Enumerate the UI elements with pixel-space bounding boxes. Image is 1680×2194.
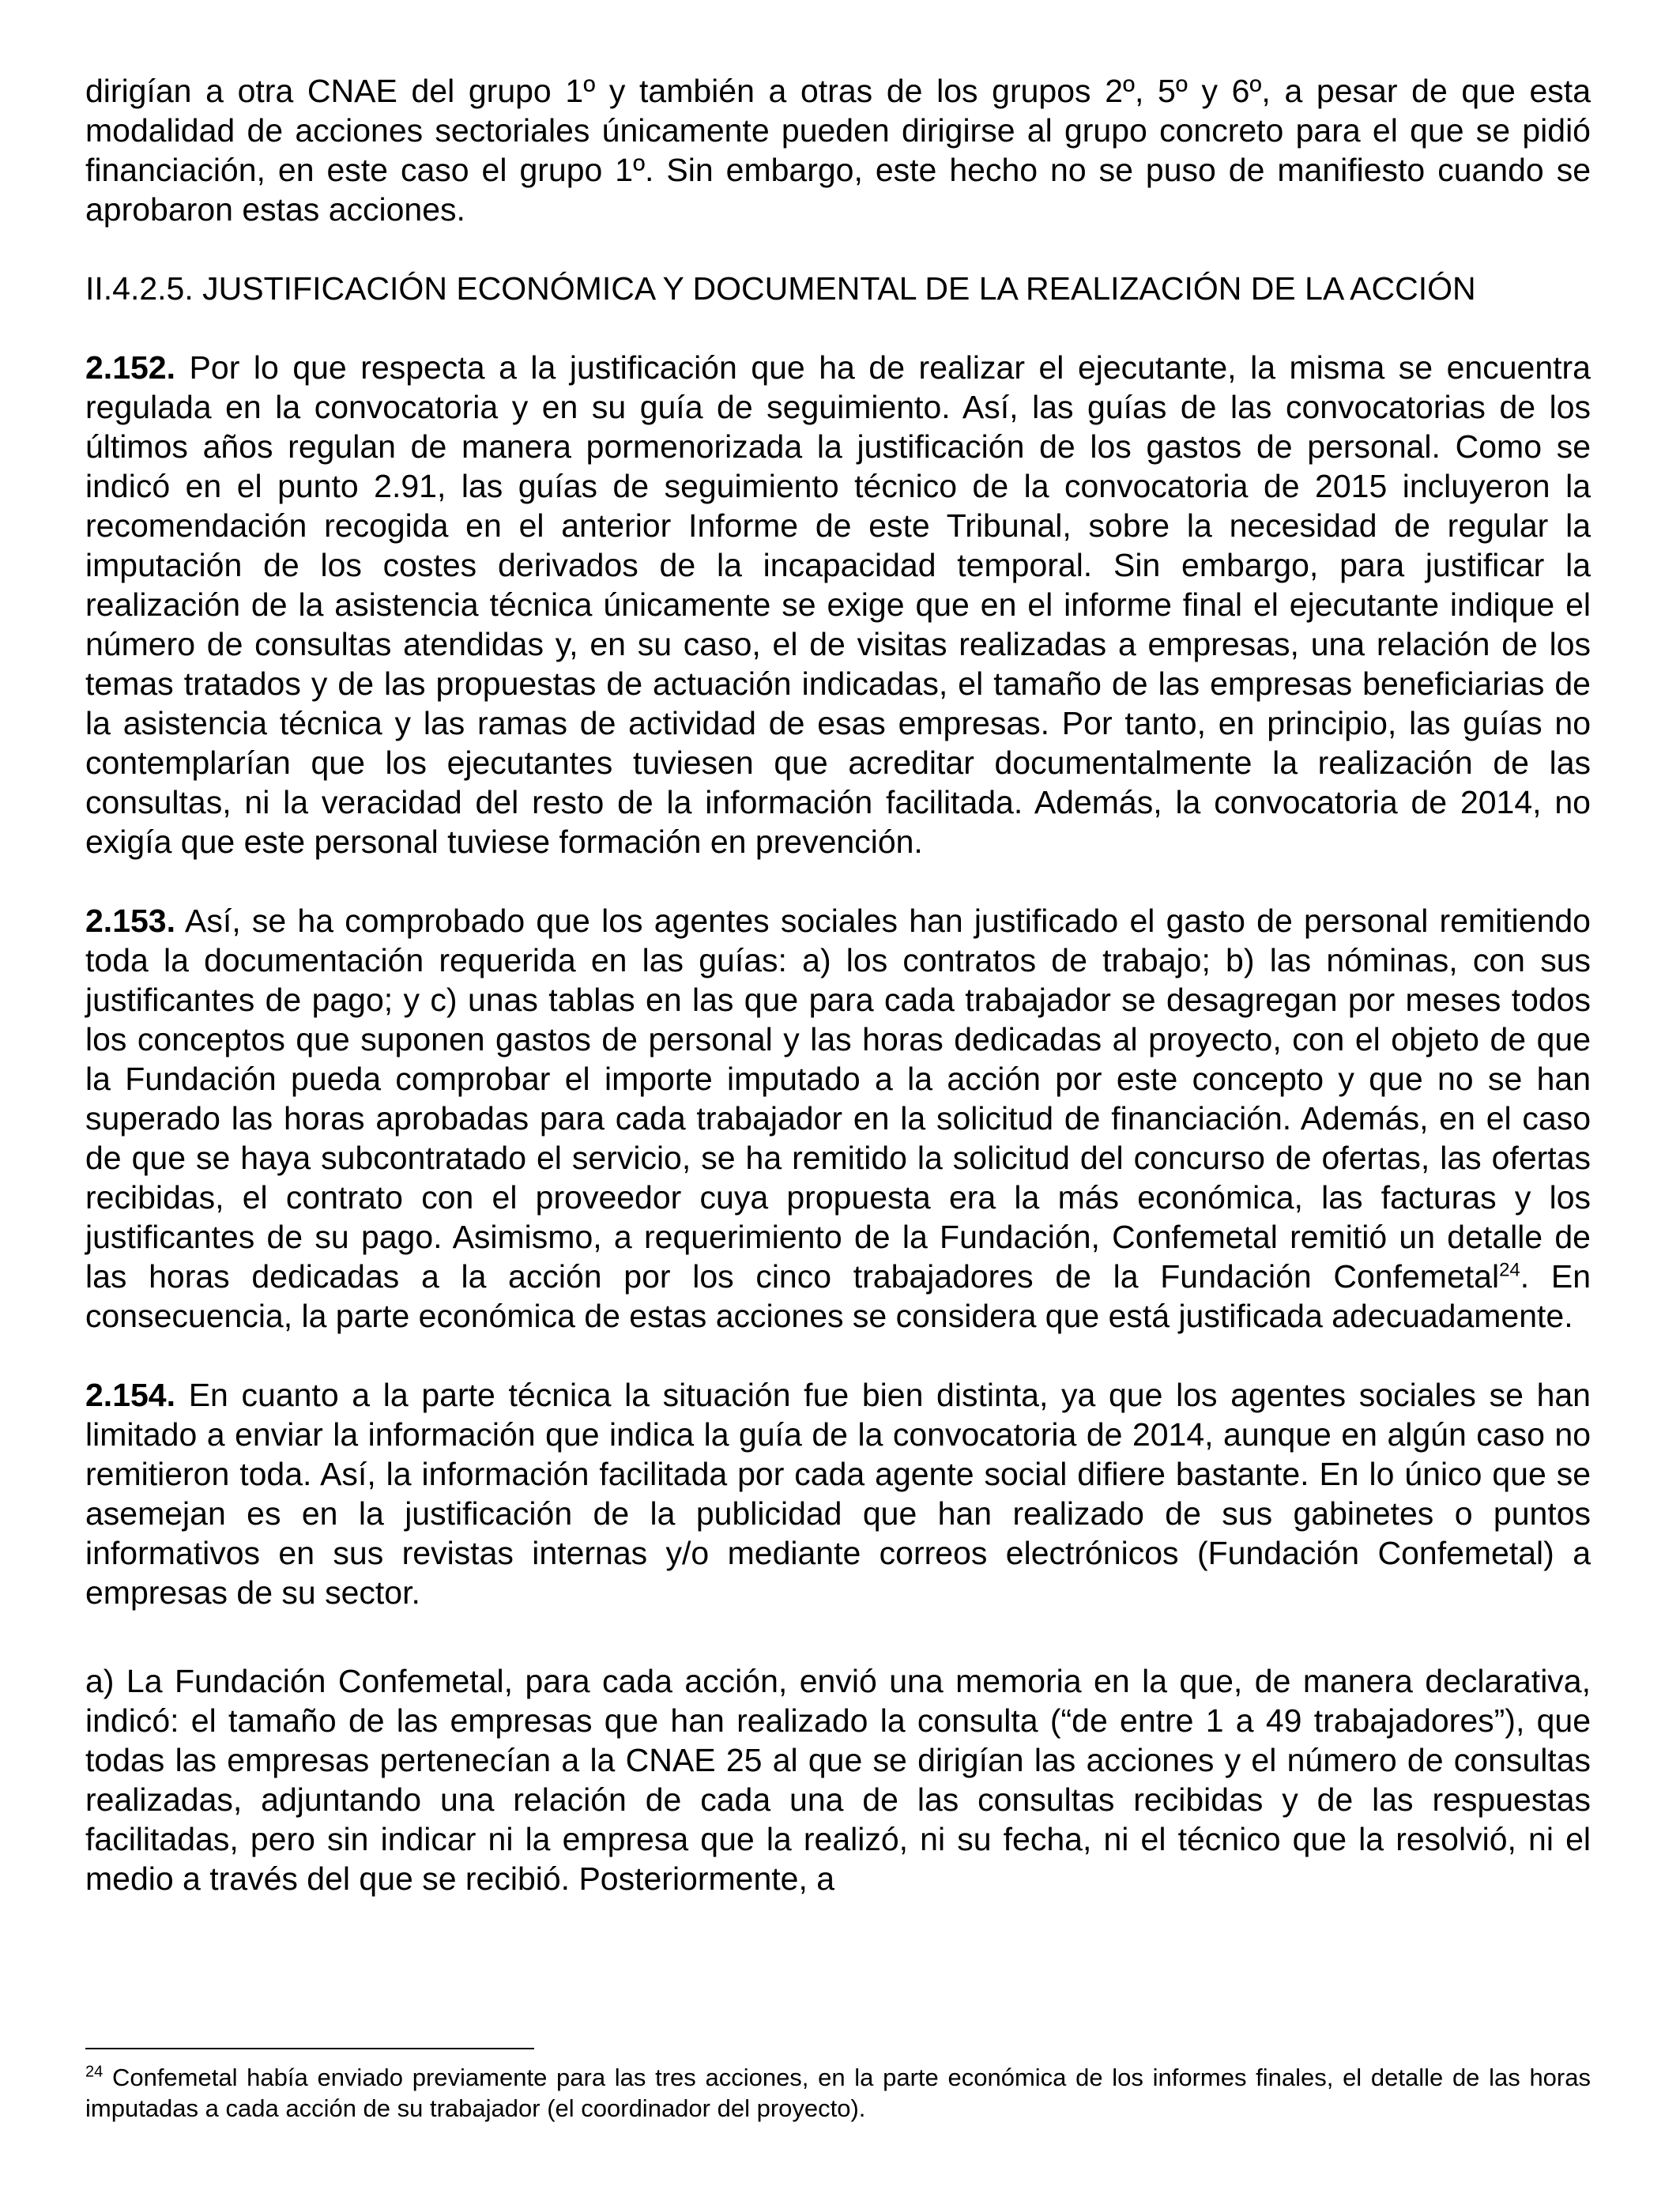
paragraph-2-154 xyxy=(85,1375,1591,1612)
paragraph-2-153 xyxy=(85,901,1591,1336)
intro-paragraph: dirigían a otra CNAE del grupo 1º y también a otras de los grupos 2º, 5º y 6º, a pesar de que esta modalidad de acciones sectoriales únicamente pueden dirigirse al grupo concreto para el que se pidió financiación, en este caso el grupo 1º. Sin embargo, este hecho no se puso de manifiesto cuando se aprobaron estas acciones. xyxy=(85,73,1591,228)
footnote-number: 24 xyxy=(85,2063,104,2081)
footnote-text: Confemetal había enviado previamente para las tres acciones, en la parte económica de los informes finales, el detalle de las horas imputadas a cada acción de su trabajador (el coordinador del proyecto). xyxy=(85,2064,1591,2122)
document-page xyxy=(85,71,1591,1898)
paragraph-text: En cuanto a la parte técnica la situación fue bien distinta, ya que los agentes sociales se han limitado a enviar la información que indica la guía de la convocatoria de 2014, aunque en algún caso no remitieron toda. Así, la información facilitada por cada agente social difiere bastante. En lo único que se asemejan es en la justificación de la publicidad que han realizado de sus gabinetes o puntos informativos en sus revistas internas y/o mediante correos electrónicos (Fundación Confemetal) a empresas de su sector. xyxy=(85,1377,1591,1611)
paragraph-number: 2.152. xyxy=(85,349,175,386)
paragraph-text: Por lo que respecta a la justificación que ha de realizar el ejecutante, la misma se encuentra regulada en la convocatoria y en su guía de seguimiento. Así, las guías de las convocatorias de los últimos años regulan de manera pormenorizada la justificación de los gastos de personal. Como se indicó en el punto 2.91, las guías de seguimiento técnico de la convocatoria de 2015 incluyeron la recomendación recogida en el anterior Informe de este Tribunal, sobre la necesidad de regular la imputación de los costes derivados de la incapacidad temporal. Sin embargo, para justificar la realización de la asistencia técnica únicamente se exige que en el informe final el ejecutante indique el número de consultas atendidas y, en su caso, el de visitas realizadas a empresas, una relación de los temas tratados y de las propuestas de actuación indicadas, el tamaño de las empresas beneficiarias de la asistencia técnica y las ramas de actividad de esas empresas. Por tanto, en principio, las guías no contemplarían que los ejecutantes tuviesen que acreditar documentalmente la realización de las consultas, ni la veracidad del resto de la información facilitada. Además, la convocatoria de 2014, no exigía que este personal tuviese formación en prevención. xyxy=(85,349,1591,860)
spacer xyxy=(85,308,1591,348)
spacer xyxy=(85,1612,1591,1661)
footnote-separator xyxy=(85,2048,534,2049)
footnote xyxy=(85,2062,1591,2124)
paragraph-2-152 xyxy=(85,348,1591,861)
paragraph-text-continued: . En consecuencia, la parte económica de estas acciones se considera que está justificada adecuadamente. xyxy=(85,1258,1591,1334)
list-item-a: a) La Fundación Confemetal, para cada acción, envió una memoria en la que, de manera declarativa, indicó: el tamaño de las empresas que han realizado la consulta (“de entre 1 a 49 trabajadores”), que todas las empresas pertenecían a la CNAE 25 al que se dirigían las acciones y el número de consultas realizadas, adjuntando una relación de cada una de las consultas recibidas y de las respuestas facilitadas, pero sin indicar ni la empresa que la realizó, ni su fecha, ni el técnico que la resolvió, ni el medio a través del que se recibió. Posteriormente, a xyxy=(85,1663,1591,1897)
footnote-reference: 24 xyxy=(1499,1259,1520,1281)
paragraph-text: Así, se ha comprobado que los agentes sociales han justificado el gasto de personal remitiendo toda la documentación requerida en las guías: a) los contratos de trabajo; b) las nóminas, con sus justificantes de pago; y c) unas tablas en las que para cada trabajador se desagregan por meses todos los conceptos que suponen gastos de personal y las horas dedicadas al proyecto, con el objeto de que la Fundación pueda comprobar el importe imputado a la acción por este concepto y que no se han superado las horas aprobadas para cada trabajador en la solicitud de financiación. Además, en el caso de que se haya subcontratado el servicio, se ha remitido la solicitud del concurso de ofertas, las ofertas recibidas, el contrato con el proveedor cuya propuesta era la más económica, las facturas y los justificantes de su pago. Asimismo, a requerimiento de la Fundación, Confemetal remitió un detalle de las horas dedicadas a la acción por los cinco trabajadores de la Fundación Confemetal xyxy=(85,903,1591,1295)
spacer xyxy=(85,229,1591,269)
paragraph-number: 2.154. xyxy=(85,1377,175,1413)
spacer xyxy=(85,1336,1591,1375)
paragraph-number: 2.153. xyxy=(85,903,175,939)
section-heading: II.4.2.5. JUSTIFICACIÓN ECONÓMICA Y DOCUMENTAL DE LA REALIZACIÓN DE LA ACCIÓN xyxy=(85,270,1476,307)
spacer xyxy=(85,861,1591,901)
